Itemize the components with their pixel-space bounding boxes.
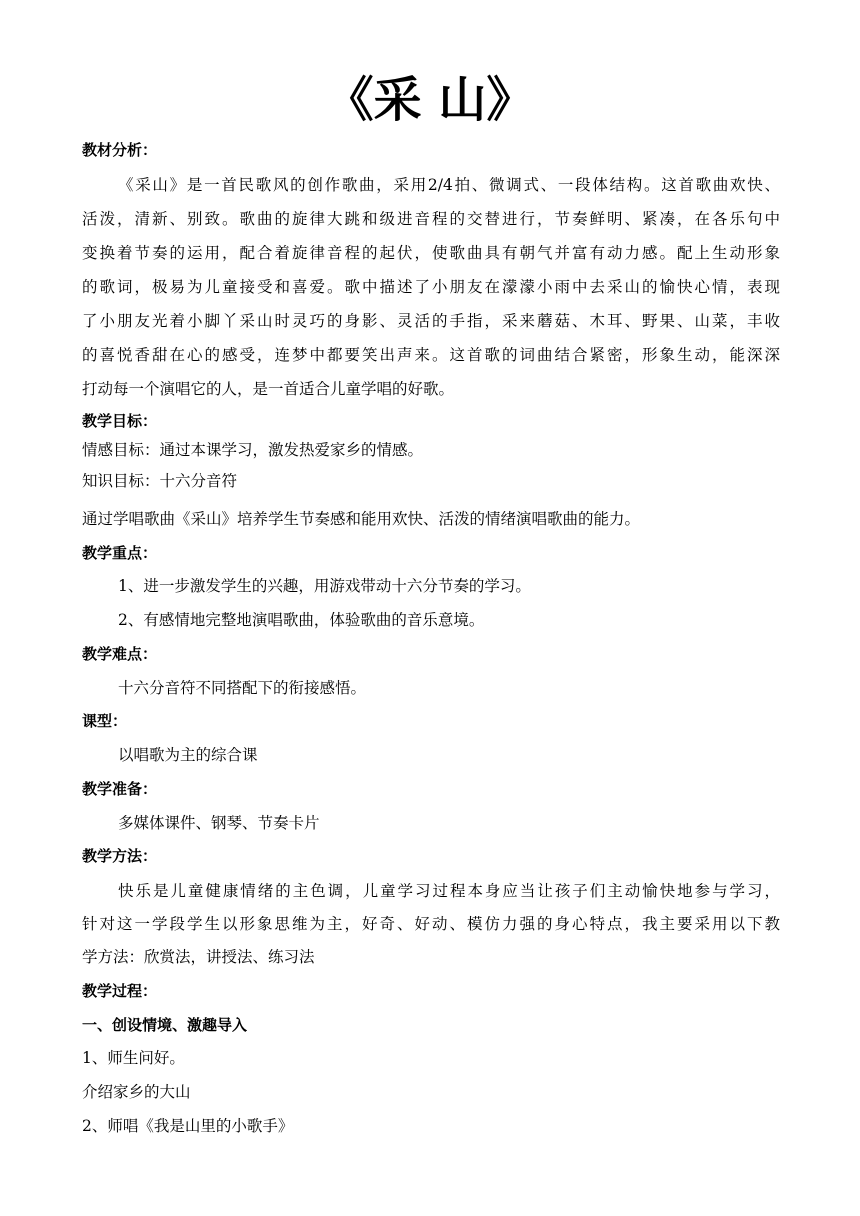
heading-teaching-process: 教学过程： [82, 982, 158, 1000]
lesson-type-text: 以唱歌为主的综合课 [118, 746, 258, 764]
preparation-text: 多媒体课件、钢琴、节奏卡片 [118, 814, 320, 832]
heading-key-points: 教学重点： [82, 544, 158, 562]
analysis-line: 了小朋友光着小脚丫采山时灵巧的身影、灵活的手指，采来蘑菇、木耳、野果、山菜，丰收 [82, 312, 780, 330]
document-title: 《采 山》 [325, 72, 535, 128]
key-point-item: 2、有感情地完整地演唱歌曲，体验歌曲的音乐意境。 [118, 611, 485, 629]
analysis-line: 的歌词，极易为儿童接受和喜爱。歌中描述了小朋友在濛濛小雨中去采山的愉快心情，表现 [82, 278, 780, 296]
step-item: 介绍家乡的大山 [82, 1083, 191, 1101]
analysis-line: 变换着节奏的运用，配合着旋律音程的起伏，使歌曲具有朝气并富有动力感。配上生动形象 [82, 244, 780, 262]
heading-teaching-method: 教学方法： [82, 847, 158, 865]
heading-teaching-goals: 教学目标： [82, 412, 158, 430]
heading-preparation: 教学准备： [82, 780, 158, 798]
heading-material-analysis: 教材分析： [82, 141, 158, 159]
step-item: 2、师唱《我是山里的小歌手》 [82, 1117, 294, 1135]
analysis-line: 打动每一个演唱它的人，是一首适合儿童学唱的好歌。 [82, 380, 455, 398]
analysis-line: 《采山》是一首民歌风的创作歌曲，采用2/4拍、微调式、一段体结构。这首歌曲欢快、 [118, 176, 780, 194]
goal-knowledge: 知识目标：十六分音符 [82, 472, 238, 490]
difficulty-text: 十六分音符不同搭配下的衔接感悟。 [118, 679, 367, 697]
analysis-line: 的喜悦香甜在心的感受，连梦中都要笑出声来。这首歌的词曲结合紧密，形象生动，能深深 [82, 346, 780, 364]
method-line: 快乐是儿童健康情绪的主色调，儿童学习过程本身应当让孩子们主动愉快地参与学习， [118, 882, 780, 900]
goal-ability: 通过学唱歌曲《采山》培养学生节奏感和能用欢快、活泼的情绪演唱歌曲的能力。 [82, 510, 641, 528]
goal-emotion: 情感目标：通过本课学习，激发热爱家乡的情感。 [82, 441, 424, 459]
step-item: 1、师生问好。 [82, 1049, 185, 1067]
method-line: 针对这一学段学生以形象思维为主，好奇、好动、模仿力强的身心特点，我主要采用以下教 [82, 915, 780, 933]
heading-difficulty: 教学难点： [82, 645, 158, 663]
method-line: 学方法：欣赏法，讲授法、练习法 [82, 948, 315, 966]
analysis-line: 活泼，清新、别致。歌曲的旋律大跳和级进音程的交替进行，节奏鲜明、紧凑，在各乐句中 [82, 210, 780, 228]
heading-lesson-type: 课型： [82, 712, 128, 730]
key-point-item: 1、进一步激发学生的兴趣，用游戏带动十六分节奏的学习。 [118, 577, 531, 595]
step-heading: 一、创设情境、激趣导入 [82, 1016, 248, 1034]
